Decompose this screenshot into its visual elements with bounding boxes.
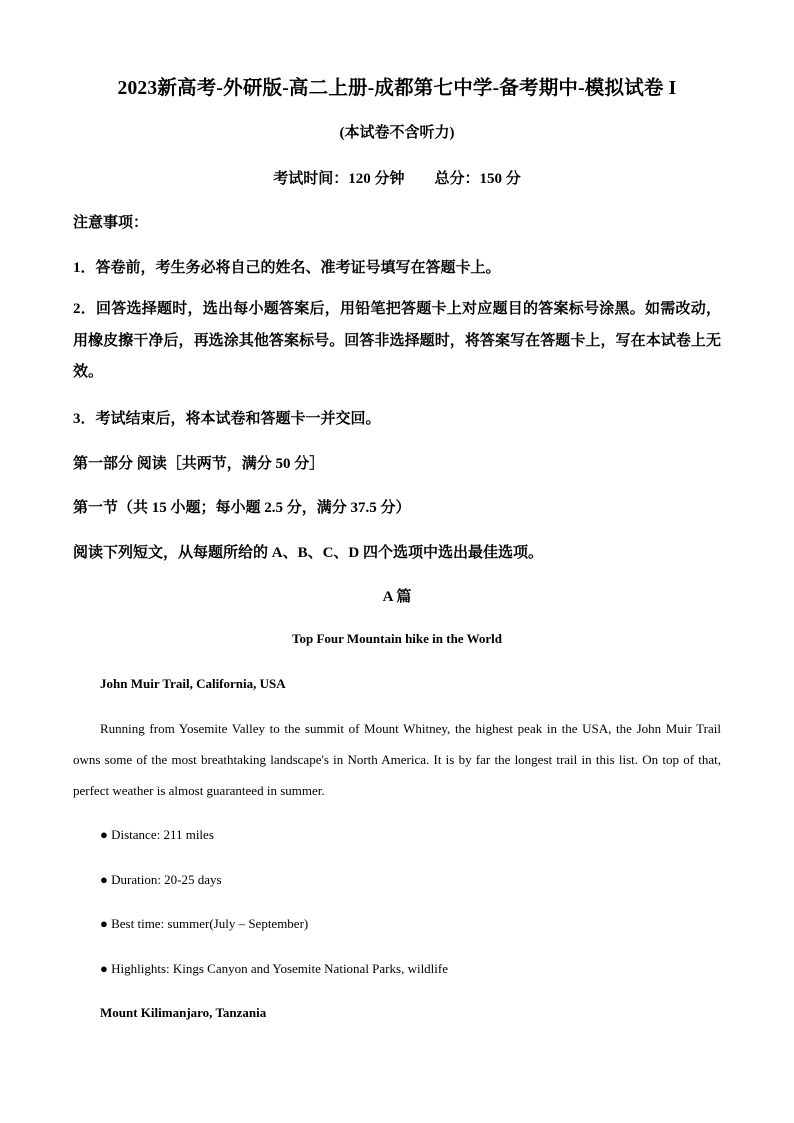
instruction-item-3: 3．考试结束后，将本试卷和答题卡一并交回。	[73, 411, 381, 427]
part-heading: 第一部分 阅读［共两节，满分 50 分］	[73, 456, 325, 472]
instructions-heading: 注意事项：	[73, 215, 149, 231]
bullet-highlights: ● Highlights: Kings Canyon and Yosemite National Parks, wildlife	[100, 961, 449, 976]
bullet-best-time: ● Best time: summer(July – September)	[100, 916, 309, 931]
trail-name-john-muir: John Muir Trail, California, USA	[100, 676, 286, 691]
exam-title: 2023新高考-外研版-高二上册-成都第七中学-备考期中-模拟试卷 I	[117, 78, 677, 99]
instruction-item-1: 1．答卷前，考生务必将自己的姓名、准考证号填写在答题卡上。	[73, 260, 501, 276]
instruction-item-2: 2．回答选择题时，选出每小题答案后，用铅笔把答题卡上对应题目的答案标号涂黑。如需改动，用橡皮擦干净后，再选涂其他答案标号。回答非选择题时，将答案写在答题卡上，写在本试卷上无效。	[73, 301, 721, 380]
exam-subtitle: (本试卷不含听力)	[339, 125, 455, 141]
passage-label: A 篇	[382, 589, 412, 605]
total-score: 总分：150 分	[434, 171, 521, 187]
bullet-duration: ● Duration: 20-25 days	[100, 872, 222, 887]
exam-time: 考试时间：120 分钟	[273, 171, 405, 187]
exam-meta	[0, 167, 794, 188]
bullet-distance: ● Distance: 211 miles	[100, 827, 214, 842]
trail-name-kilimanjaro: Mount Kilimanjaro, Tanzania	[100, 1005, 267, 1020]
trail-description-john-muir: Running from Yosemite Valley to the summit of Mount Whitney, the highest peak in the USA, the John Muir Trail owns some of the most breathtaking landscape's in North America. It is by far the longest trail in this list. On top of that, perfect weather is almost guaranteed in summer.	[73, 721, 721, 798]
directions: 阅读下列短文，从每题所给的 A、B、C、D 四个选项中选出最佳选项。	[73, 545, 544, 561]
subsection-heading: 第一节（共 15 小题；每小题 2.5 分，满分 37.5 分）	[73, 500, 411, 516]
passage-title: Top Four Mountain hike in the World	[292, 631, 502, 646]
